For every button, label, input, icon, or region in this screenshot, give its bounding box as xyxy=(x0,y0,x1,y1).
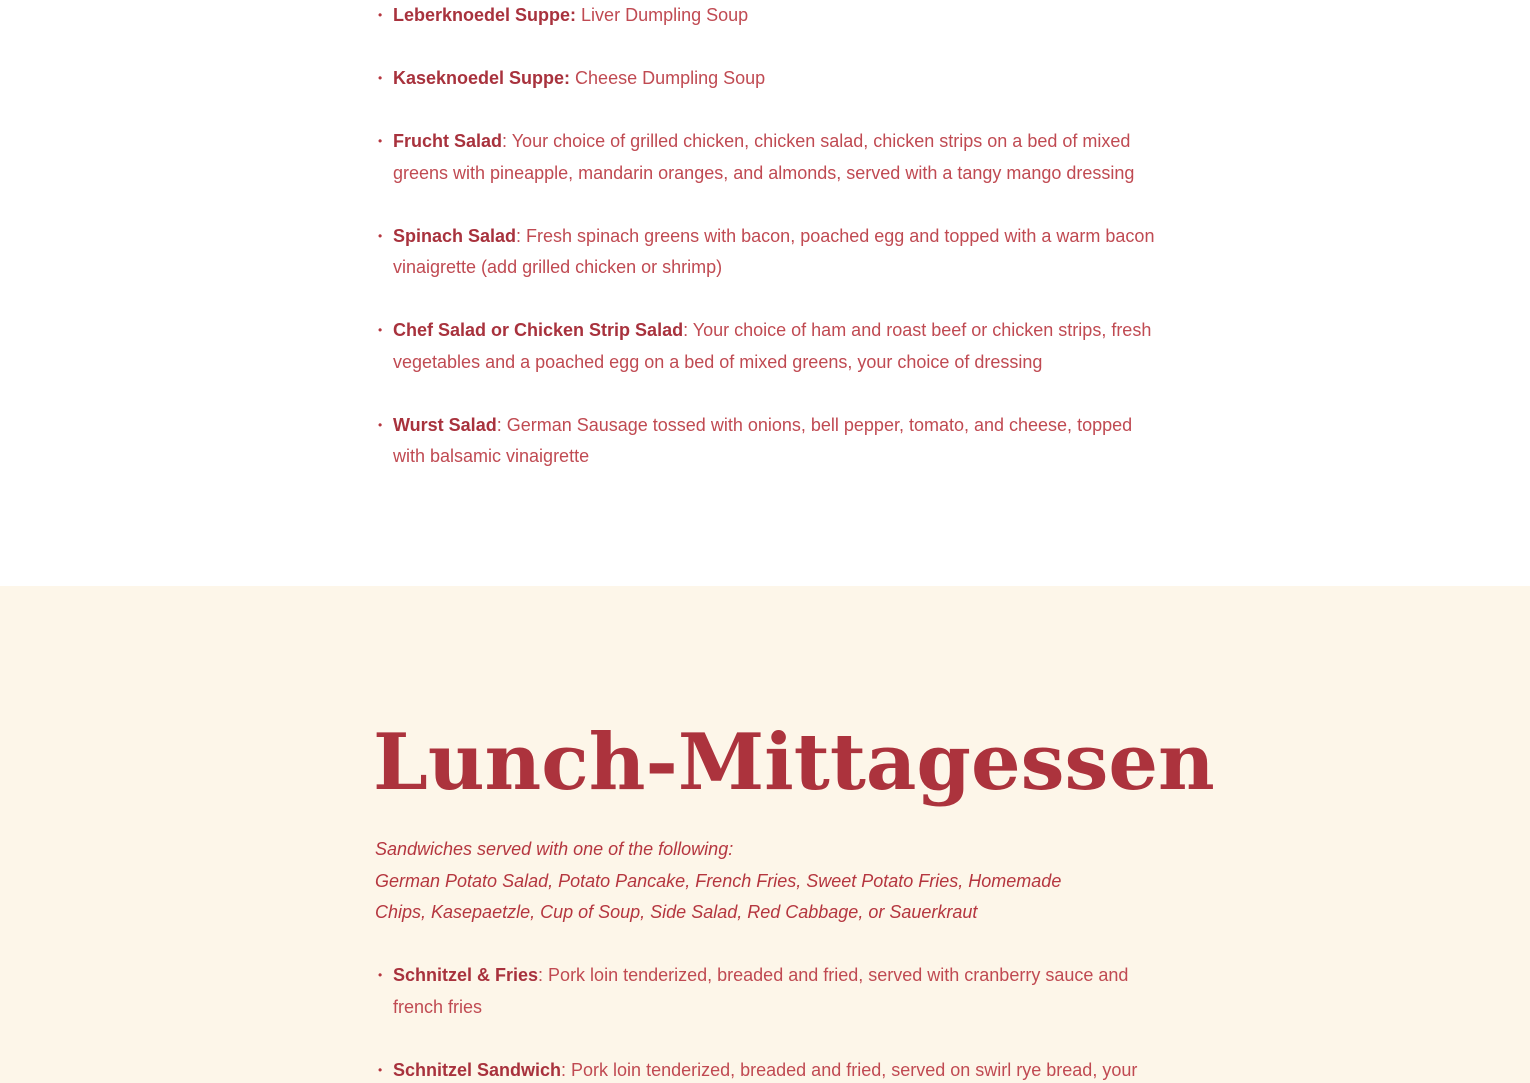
item-name: Wurst Salad xyxy=(393,414,497,435)
item-name: Spinach Salad xyxy=(393,225,517,246)
item-desc: : Fresh spinach greens with bacon, poached egg and topped with a warm bacon vinaigrette (add grilled chicken or shrimp) xyxy=(393,225,1155,277)
item-desc: : Your choice of grilled chicken, chicken salad, chicken strips on a bed of mixed greens with pineapple, mandarin oranges, and almonds, served with a tangy mango dressing xyxy=(393,131,1135,183)
item-name: Leberknoedel Suppe: xyxy=(393,5,577,25)
list-item xyxy=(375,410,1155,473)
item-desc: : Your choice of ham and roast beef or chicken strips, fresh vegetables and a poached egg on a bed of mixed greens, your choice of dressing xyxy=(393,320,1152,372)
list-item xyxy=(375,315,1155,378)
item-desc: : Pork loin tenderized, breaded and fried, served on swirl rye bread, your xyxy=(561,1059,1138,1080)
list-item xyxy=(375,960,1155,1023)
sides-intro-heading: Sandwiches served with one of the following: xyxy=(375,839,734,859)
item-name: Kaseknoedel Suppe: xyxy=(393,68,571,88)
sides-options: German Potato Salad, Potato Pancake, French Fries, Sweet Potato Fries, Homemade Chips, Kasepaetzle, Cup of Soup, Side Salad, Red Cabbage, or Sauerkraut xyxy=(375,870,1062,922)
item-name: Schnitzel Sandwich xyxy=(393,1059,562,1080)
item-name: Schnitzel & Fries xyxy=(393,965,539,985)
item-name: Chef Salad or Chicken Strip Salad xyxy=(393,320,684,340)
list-item xyxy=(375,126,1155,189)
item-name: Frucht Salad xyxy=(393,131,503,151)
sides-intro xyxy=(375,834,1075,929)
list-item xyxy=(375,0,1155,32)
soups-salads-list xyxy=(375,0,1155,504)
item-desc: : German Sausage tossed with onions, bell pepper, tomato, and cheese, topped with balsamic vinaigrette xyxy=(393,414,1133,466)
item-desc: Liver Dumpling Soup xyxy=(576,5,749,25)
list-item xyxy=(375,63,1155,95)
item-desc: Cheese Dumpling Soup xyxy=(570,68,766,88)
item-desc: : Pork loin tenderized, breaded and fried, served with cranberry sauce and french fries xyxy=(393,965,1129,1017)
list-item xyxy=(375,221,1155,284)
lunch-list xyxy=(375,960,1155,1083)
list-item xyxy=(375,1055,1155,1083)
section-title: Lunch-Mittagessen xyxy=(373,717,1215,808)
